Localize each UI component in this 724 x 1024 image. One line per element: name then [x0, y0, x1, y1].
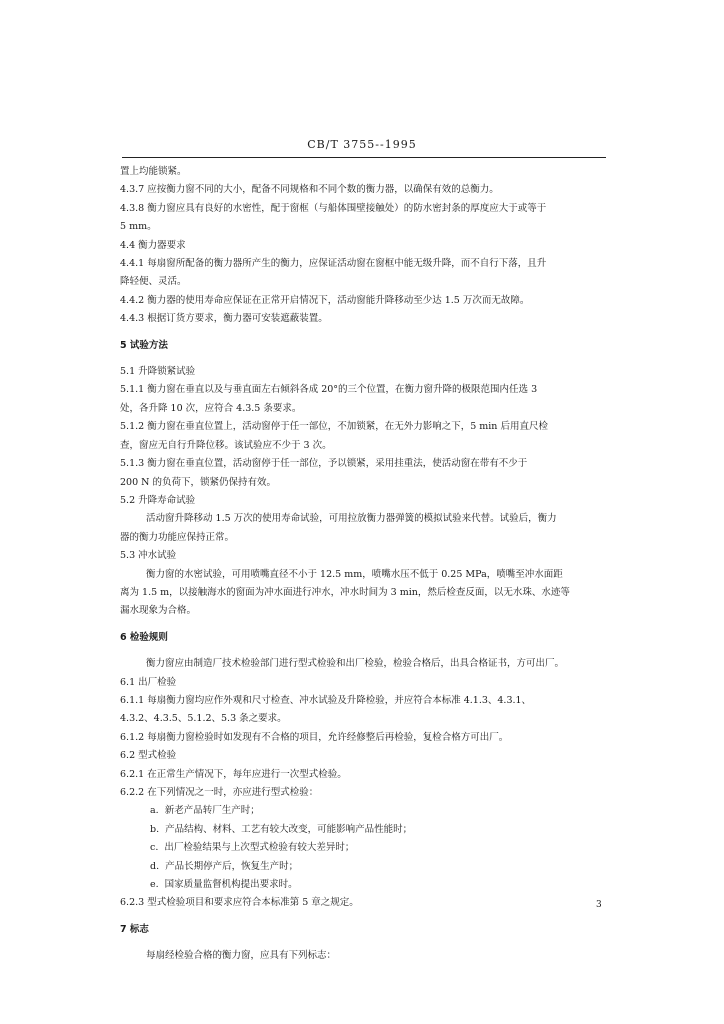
list-item-text: 新老产品转厂生产时；: [164, 805, 260, 817]
paragraph-5-3: 衡力窗的水密试验，可用喷嘴直径不小于 12.5 mm，喷嘴水压不低于 0.25 MPa，喷嘴至冲水面距: [146, 568, 563, 580]
clause-5-1-2: 5.1.2 衡力窗在垂直位置上，活动窗停于任一部位，不加锁紧，在无外力影响之下，5 min 后用直尺检: [120, 421, 548, 433]
clause-4-4-1: 4.4.1 每扇窗所配备的衡力器所产生的衡力，应保证活动窗在窗框中能无级升降，而不自行下落，且升: [120, 258, 547, 270]
list-marker: e.: [150, 879, 159, 891]
clause-6-1-2: 6.1.2 每扇衡力窗检验时如发现有不合格的项目，允许经修整后再检验，复检合格方可出厂。: [120, 731, 509, 743]
clause-6-1-1: 6.1.1 每扇衡力窗均应作外观和尺寸检查、冲水试验及升降检验，并应符合本标准 4.1.3、4.3.1、: [120, 694, 532, 706]
clause-6-2-1: 6.2.1 在正常生产情况下，每年应进行一次型式检验。: [120, 768, 347, 780]
text-line: 漏水现象为合格。: [120, 605, 197, 617]
paragraph-5-2: 活动窗升降移动 1.5 万次的使用寿命试验，可用拉放衡力器弹簧的模拟试验来代替。试验后，衡力: [146, 513, 557, 525]
standard-code-header: CB/T 3755--1995: [307, 138, 417, 151]
text-line: 置上均能锁紧。: [120, 166, 187, 177]
text-line: 离为 1.5 m，以接触海水的窗面为冲水面进行冲水，冲水时间为 3 min，然后检查反面，以无水珠、水迹等: [120, 586, 570, 598]
section-5-heading: 5 试验方法: [120, 339, 168, 351]
clause-6-2-3: 6.2.3 型式检验项目和要求应符合本标准第 5 章之规定。: [120, 897, 359, 909]
clause-5-1-1: 5.1.1 衡力窗在垂直以及与垂直面左右倾斜各成 20°的三个位置，在衡力窗升降的极限范围内任选 3: [120, 384, 538, 396]
list-item: [120, 858, 612, 876]
section-6-2-heading: 6.2 型式检验: [120, 750, 177, 762]
paragraph-7: 每扇经检验合格的衡力窗，应具有下列标志：: [146, 950, 337, 962]
header-rule: [122, 157, 606, 158]
list-item: [120, 839, 612, 857]
clause-6-2-2: 6.2.2 在下列情况之一时，亦应进行型式检验：: [120, 787, 319, 798]
clause-4-4-2: 4.4.2 衡力器的使用寿命应保证在正常开启情况下，活动窗能升降移动至少达 1.5 万次而无故障。: [120, 294, 530, 306]
list-item-text: 出厂检验结果与上次型式检验有较大差异时；: [164, 842, 355, 854]
text-line: 5 mm。: [120, 221, 157, 233]
text-line: 处，各升降 10 次，应符合 4.3.5 条要求。: [120, 402, 302, 414]
text-line: 器的衡力功能应保持正常。: [120, 531, 235, 543]
clause-4-4-3: 4.4.3 根据订货方要求，衡力器可安装遮蔽装置。: [120, 313, 328, 325]
text-line: 查，窗应无自行升降位移。该试验应不少于 3 次。: [120, 439, 332, 451]
section-5-2-heading: 5.2 升降寿命试验: [120, 494, 196, 506]
list-marker: d.: [150, 860, 160, 872]
list-item: [120, 802, 612, 820]
text-line: 4.3.2、4.3.5、5.1.2、5.3 条之要求。: [120, 713, 287, 725]
clause-4-3-8: 4.3.8 衡力窗应具有良好的水密性，配于窗框（与船体围壁接触处）的防水密封条的厚度应大于或等于: [120, 202, 547, 214]
section-5-3-heading: 5.3 冲水试验: [120, 550, 177, 562]
section-6-1-heading: 6.1 出厂检验: [120, 676, 177, 688]
list-item: [120, 876, 612, 894]
list-item-text: 产品长期停产后，恢复生产时；: [165, 860, 299, 872]
list-item-text: 产品结构、材料、工艺有较大改变，可能影响产品性能时；: [165, 823, 413, 835]
document-body: [120, 163, 612, 966]
list-item: [120, 821, 612, 839]
paragraph-6: 衡力窗应由制造厂技术检验部门进行型式检验和出厂检验，检验合格后，出具合格证书，方可出厂。: [146, 658, 565, 670]
text-line: 降轻便、灵活。: [120, 276, 187, 288]
section-5-1-heading: 5.1 升降锁紧试验: [120, 366, 196, 378]
clause-4-3-7: 4.3.7 应按衡力窗不同的大小，配备不同规格和不同个数的衡力器，以确保有效的总衡力。: [120, 184, 499, 196]
list-marker: c.: [150, 842, 159, 854]
list-marker: b.: [150, 823, 160, 835]
clause-5-1-3: 5.1.3 衡力窗在垂直位置，活动窗停于任一部位，予以锁紧，采用挂重法，使活动窗在带有不少于: [120, 458, 528, 470]
section-6-heading: 6 检验规则: [120, 631, 168, 643]
list-item-text: 国家质量监督机构提出要求时。: [164, 879, 298, 891]
text-line: 200 N 的负荷下，锁紧仍保持有效。: [120, 476, 276, 488]
list-marker: a.: [150, 805, 159, 817]
section-4-4-heading: 4.4 衡力器要求: [120, 239, 186, 251]
page-number: 3: [596, 900, 602, 910]
section-7-heading: 7 标志: [120, 923, 149, 935]
